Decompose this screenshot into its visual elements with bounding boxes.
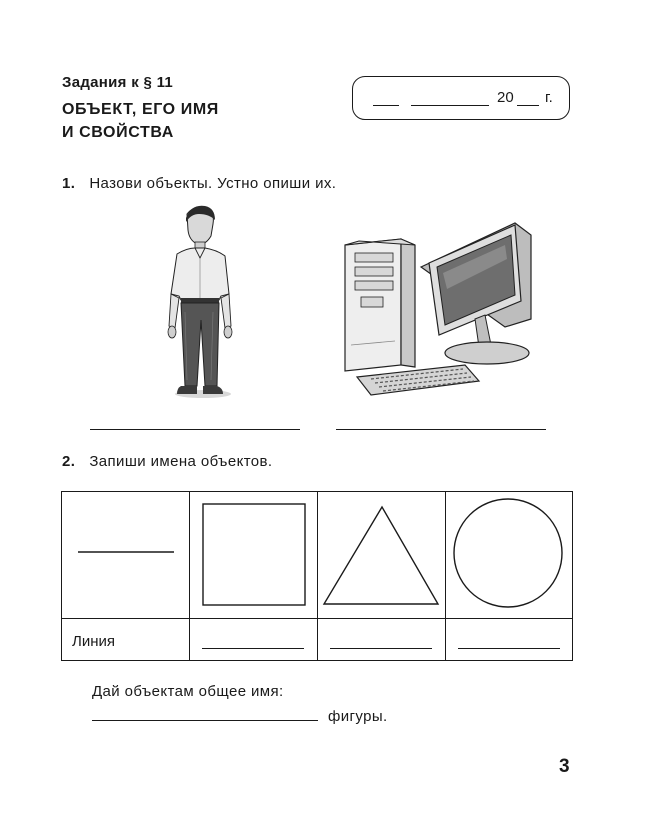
boy-figure-image: [155, 202, 245, 402]
task2-prompt: [62, 453, 273, 470]
section-title-line2: И СВОЙСТВА: [62, 124, 174, 141]
cell-label-line: Линия: [72, 633, 116, 650]
shape-square: [203, 504, 305, 605]
date-day-line[interactable]: [373, 105, 399, 106]
desktop-computer-image: [335, 215, 535, 397]
cell-answer-triangle[interactable]: [330, 648, 432, 649]
task1-answer-line-computer[interactable]: [336, 429, 546, 430]
page-number: 3: [559, 756, 570, 777]
date-year-prefix: 20: [497, 89, 514, 106]
shape-circle: [454, 499, 562, 607]
task1-text: Назови объекты. Устно опиши их.: [89, 175, 337, 192]
cell-answer-circle[interactable]: [458, 648, 560, 649]
date-box[interactable]: [352, 76, 570, 120]
date-year-line[interactable]: [517, 105, 539, 106]
shapes-table: [61, 491, 573, 661]
common-name-suffix: фигуры.: [328, 708, 388, 725]
task2-number: 2.: [62, 453, 76, 470]
section-title: [62, 98, 219, 144]
date-year-suffix: г.: [545, 89, 553, 106]
assignment-heading: Задания к § 11: [62, 74, 174, 91]
task1-prompt: [62, 175, 336, 192]
task2-text: Запиши имена объектов.: [89, 453, 273, 470]
task1-number: 1.: [62, 175, 76, 192]
date-month-line[interactable]: [411, 105, 489, 106]
task1-answer-line-boy[interactable]: [90, 429, 300, 430]
shapes-drawings: [62, 492, 574, 620]
common-name-prompt: Дай объектам общее имя:: [92, 683, 284, 700]
shape-triangle: [324, 507, 438, 604]
section-title-line1: ОБЪЕКТ, ЕГО ИМЯ: [62, 101, 219, 118]
cell-answer-square[interactable]: [202, 648, 304, 649]
common-name-answer-line[interactable]: [92, 720, 318, 721]
